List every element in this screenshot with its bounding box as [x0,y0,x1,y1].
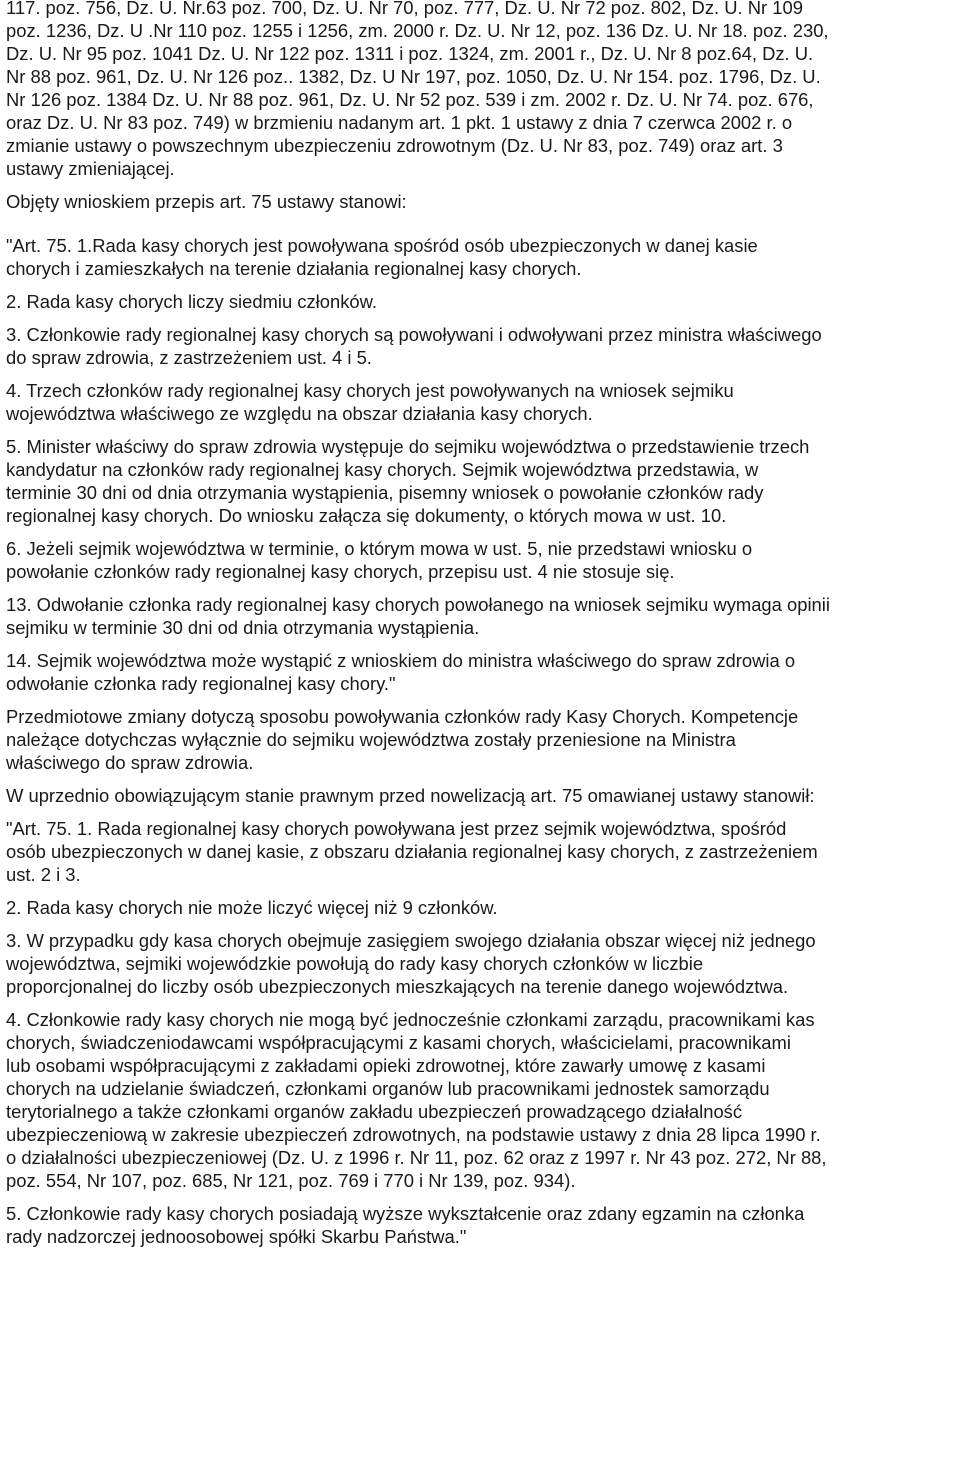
article-75-ust-2: 2. Rada kasy chorych liczy siedmiu członków. [6,291,378,312]
commentary-paragraph: Przedmiotowe zmiany dotyczą sposobu powoływania członków rady Kasy Chorych. Kompetencje należące dotychczas wyłącznie do sejmiku województwa zostały przeniesione na Ministra właściwego do spraw zdrowia. [6,706,799,773]
document-page [6,0,958,1258]
article-75-ust-4: 4. Trzech członków rady regionalnej kasy chorych jest powoływanych na wniosek sejmiku województwa właściwego ze względu na obszar działania kasy chorych. [6,380,734,424]
intro-paragraph: Objęty wnioskiem przepis art. 75 ustawy stanowi: [6,191,407,212]
previous-state-paragraph: W uprzednio obowiązującym stanie prawnym przed nowelizacją art. 75 omawianej ustawy stanowił: [6,785,815,806]
old-article-75-ust-3: 3. W przypadku gdy kasa chorych obejmuje zasięgiem swojego działania obszar więcej niż jednego województwa, sejmiki wojewódzkie powołują do rady kasy chorych członków w liczbie proporcjonalnej do liczby osób ubezpieczonych mieszkających na terenie danego województwa. [6,930,816,997]
old-article-75-ust-5: 5. Członkowie rady kasy chorych posiadają wyższe wykształcenie oraz zdany egzamin na członka rady nadzorczej jednoosobowej spółki Skarbu Państwa." [6,1203,805,1247]
article-75-ust-14: 14. Sejmik województwa może wystąpić z wnioskiem do ministra właściwego do spraw zdrowia o odwołanie członka rady regionalnej kasy chory." [6,650,796,694]
article-75-ust-13: 13. Odwołanie członka rady regionalnej kasy chorych powołanego na wniosek sejmiku wymaga opinii sejmiku w terminie 30 dni od dnia otrzymania wystąpienia. [6,594,830,638]
article-75-ust-6: 6. Jeżeli sejmik województwa w terminie, o którym mowa w ust. 5, nie przedstawi wniosku o powołanie członków rady regionalnej kasy chorych, przepisu ust. 4 nie stosuje się. [6,538,753,582]
citation-paragraph: 117. poz. 756, Dz. U. Nr.63 poz. 700, Dz. U. Nr 70, poz. 777, Dz. U. Nr 72 poz. 802, Dz. U. Nr 109 poz. 1236, Dz. U .Nr 110 poz. 1255 i 1256, zm. 2000 r. Dz. U. Nr 12, poz. 136 Dz. U. Nr 18. poz. 230, Dz. U. Nr 95 poz. 1041 Dz. U. Nr 122 poz. 1311 i poz. 1324, zm. 2001 r., Dz. U. Nr 8 poz.64, Dz. U. Nr 88 poz. 961, Dz. U. Nr 126 poz.. 1382, Dz. U Nr 197, poz. 1050, Dz. U. Nr 154. poz. 1796, Dz. U. Nr 126 poz. 1384 Dz. U. Nr 88 poz. 961, Dz. U. Nr 52 poz. 539 i zm. 2002 r. Dz. U. Nr 74. poz. 676, oraz Dz. U. Nr 83 poz. 749) w brzmieniu nadanym art. 1 pkt. 1 ustawy z dnia 7 czerwca 2002 r. o zmianie ustawy o powszechnym ubezpieczeniu zdrowotnym (Dz. U. Nr 83, poz. 749) oraz art. 3 ustawy zmieniającej. [6,0,829,179]
old-article-75-ust-4: 4. Członkowie rady kasy chorych nie mogą być jednocześnie członkami zarządu, pracownikami kas chorych, świadczeniodawcami współpracującymi z kasami chorych, właścicielami, pracownikami lub osobami współpracującymi z zakładami opieki zdrowotnej, które zawarły umowę z kasami chorych na udzielanie świadczeń, członkami organów lub pracownikami jednostek samorządu terytorialnego a także członkami organów zakładu ubezpieczeń prowadzącego działalność ubezpieczeniową w zakresie ubezpieczeń zdrowotnych, na podstawie ustawy z dnia 28 lipca 1990 r. o działalności ubezpieczeniowej (Dz. U. z 1996 r. Nr 11, poz. 62 oraz z 1997 r. Nr 43 poz. 272, Nr 88, poz. 554, Nr 107, poz. 685, Nr 121, poz. 769 i 770 i Nr 139, poz. 934). [6,1009,827,1191]
old-article-75-ust-1: "Art. 75. 1. Rada regionalnej kasy chorych powoływana jest przez sejmik województwa, spośród osób ubezpieczonych w danej kasie, z obszaru działania regionalnej kasy chorych, z zastrzeżeniem ust. 2 i 3. [6,818,818,885]
article-75-ust-5: 5. Minister właściwy do spraw zdrowia występuje do sejmiku województwa o przedstawienie trzech kandydatur na członków rady regionalnej kasy chorych. Sejmik województwa przedstawia, w terminie 30 dni od dnia otrzymania wystąpienia, pisemny wniosek o powołanie członków rady regionalnej kasy chorych. Do wniosku załącza się dokumenty, o których mowa w ust. 10. [6,436,810,526]
old-article-75-ust-2: 2. Rada kasy chorych nie może liczyć więcej niż 9 członków. [6,897,498,918]
article-75-ust-1: "Art. 75. 1.Rada kasy chorych jest powoływana spośród osób ubezpieczonych w danej kasie chorych i zamieszkałych na terenie działania regionalnej kasy chorych. [6,235,758,279]
article-75-ust-3: 3. Członkowie rady regionalnej kasy chorych są powoływani i odwoływani przez ministra właściwego do spraw zdrowia, z zastrzeżeniem ust. 4 i 5. [6,324,822,368]
